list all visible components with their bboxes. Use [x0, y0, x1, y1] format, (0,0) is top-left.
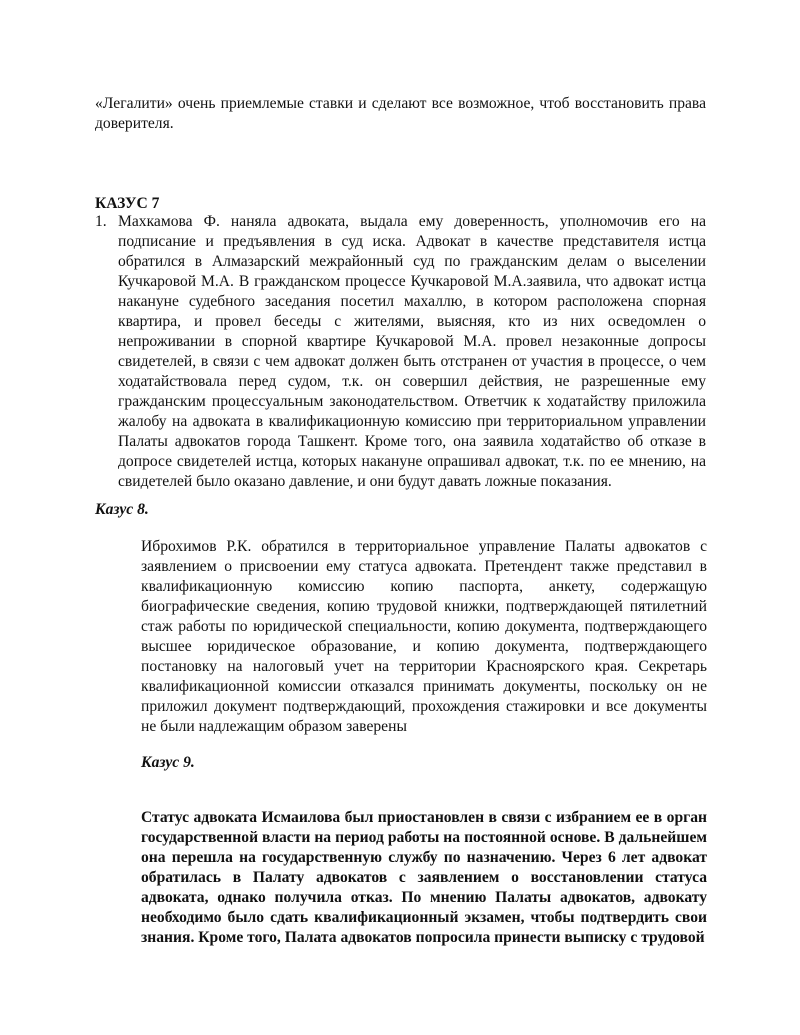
intro-paragraph: «Легалити» очень приемлемые ставки и сделают все возможное, чтоб восстановить права доверителя.	[95, 95, 706, 132]
list-item-number: 1.	[95, 213, 107, 230]
case-8-heading: Казус 8.	[95, 501, 149, 518]
case-8-text: Иброхимов Р.К. обратился в территориальное управление Палаты адвокатов с заявлением о присвоении ему статуса адвоката. Претендент также представил в квалификационную комиссию копию паспорта, анкету, содержащую биографические сведения, копию трудовой книжки, подтверждающей пятилетний стаж работы по юридической специальности, копию документа, подтверждающего высшее юридическое образование, и копию документа, подтверждающего постановку на налоговый учет на территории Красноярского края. Секретарь квалификационной комиссии отказался принимать документы, поскольку он не приложил документ подтверждающий, прохождения стажировки и все документы не были надлежащим образом заверены	[141, 538, 707, 735]
case-7-text: Махкамова Ф. наняла адвоката, выдала ему доверенность, уполномочив его на подписание и предъявления в суд иска. Адвокат в качестве представителя истца обратился в Алмазарский межрайонный суд по гражданским делам о выселении Кучкаровой М.А. В гражданском процессе Кучкаровой М.А.заявила, что адвокат истца накануне судебного заседания посетил махаллю, в котором расположена спорная квартира, и провел беседы с жителями, выясняя, кто из них осведомлен о непроживании в спорной квартире Кучкаровой М.А. провел незаконные допросы свидетелей, в связи с чем адвокат должен быть отстранен от участия в процессе, о чем ходатайствовала перед судом, т.к. он совершил действия, не разрешенные ему гражданским процессуальным законодательством. Ответчик к ходатайству приложила жалобу на адвоката в квалификационную комиссию при территориальном управлении Палаты адвокатов города Ташкент. Кроме того, она заявила ходатайство об отказе в допросе свидетелей истца, которых накануне опрашивал адвокат, т.к. по ее мнению, на свидетелей было оказано давление, и они будут давать ложные показания.	[118, 213, 706, 490]
case-9-heading: Казус 9.	[141, 754, 195, 771]
case-7-heading: КАЗУС 7	[95, 195, 160, 212]
case-9-text: Статус адвоката Исмаилова был приостановлен в связи с избранием ее в орган государственной власти на период работы на постоянной основе. В дальнейшем она перешла на государственную службу по назначению. Через 6 лет адвокат обратилась в Палату адвокатов с заявлением о восстановлении статуса адвоката, однако получила отказ. По мнению Палаты адвокатов, адвокату необходимо было сдать квалификационный экзамен, чтобы подтвердить свои знания. Кроме того, Палата адвокатов попросила принести выписку с трудовой	[141, 809, 707, 946]
case-7-list	[95, 212, 706, 492]
